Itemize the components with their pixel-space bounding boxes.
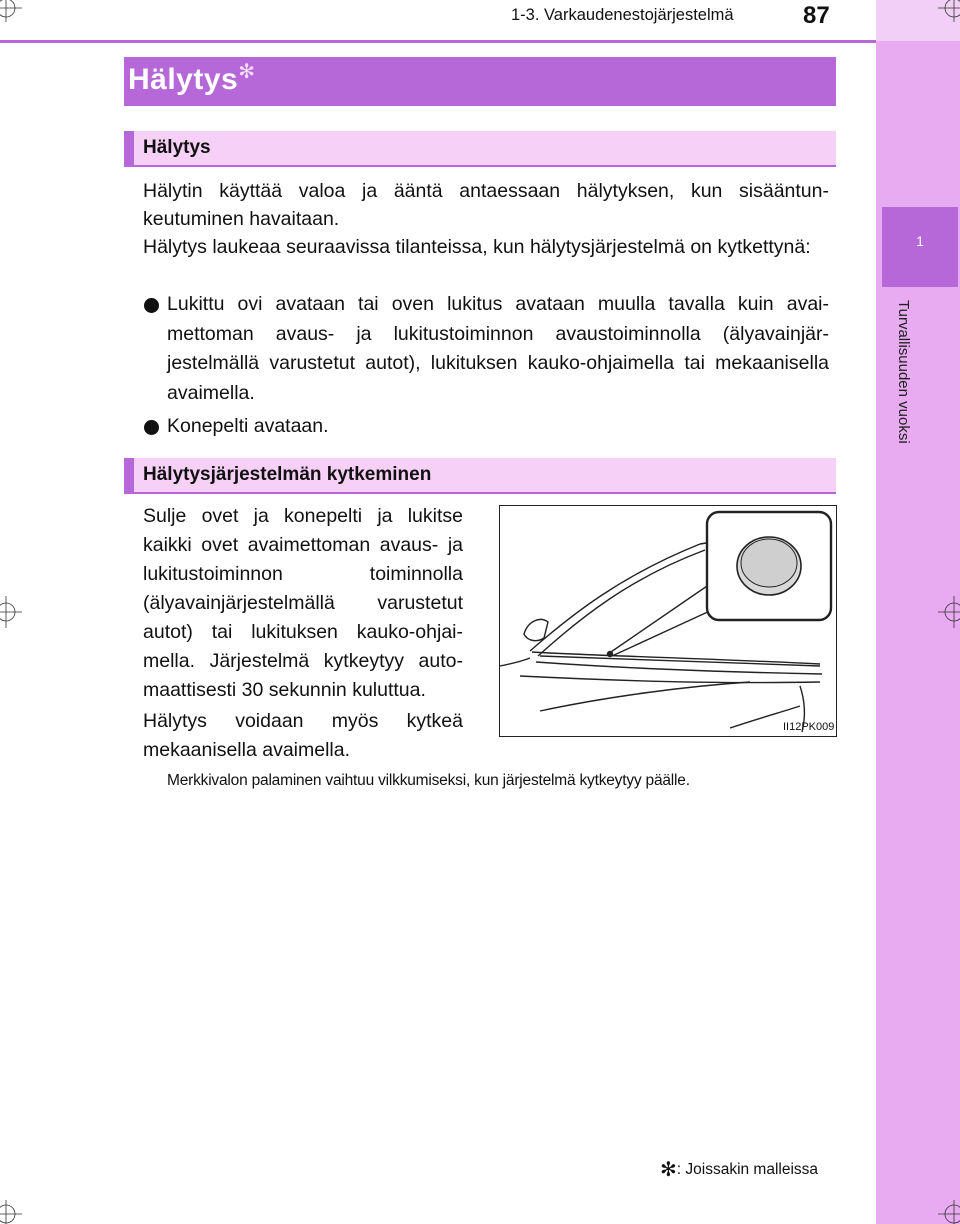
list-item: Konepelti avataan.	[167, 415, 329, 437]
footnote-text: : Joissakin malleissa	[676, 1161, 819, 1178]
section-heading-text: Hälytys	[143, 137, 211, 158]
chapter-label: Turvallisuuden vuoksi	[895, 300, 912, 444]
chapter-number: 1	[916, 233, 924, 249]
page-number: 87	[803, 2, 830, 29]
paragraph: Hälytys voidaan myös kytkeä mekaanisella avaimella.	[143, 710, 463, 761]
paragraph: Hälytys laukeaa seuraavissa tilanteissa, kun hälytysjärjestelmä on kytkettynä:	[143, 236, 811, 258]
section-heading-text: Hälytysjärjestelmän kytkeminen	[143, 464, 432, 485]
header-section-title: 1-3. Varkaudenestojärjestelmä	[511, 6, 734, 24]
figure-code: II12PK009	[783, 721, 835, 733]
asterisk-mark: ✻	[238, 61, 256, 83]
asterisk-mark: ✻	[660, 1159, 677, 1181]
note-text: Merkkivalon palaminen vaihtuu vilkkumiseksi, kun järjestelmä kytkeytyy päälle.	[167, 772, 690, 789]
page-title: Hälytys	[128, 63, 239, 96]
paragraph: Hälytin käyttää valoa ja ääntä antaessaan hälytyksen, kun sisääntun-keutuminen havaitaan.	[143, 180, 829, 230]
list-item: Lukittu ovi avataan tai oven lukitus avataan muulla tavalla kuin avai-mettoman avaus- ja lukitustoiminnon avaustoiminnolla (älyavainjär-jestelmällä varustetut autot), lukituksen kauko-ohjaimella tai mekaanisella avaimella.	[167, 293, 829, 404]
paragraph: Sulje ovet ja konepelti ja lukitse kaikki ovet avaimettoman avaus- ja lukitustoiminnon toiminnolla (älyavainjärjestelmällä varustetut autot) tai lukituksen kauko-ohjai-mella. Järjestelmä kytkeytyy auto-maattisesti 30 sekunnin kuluttua.	[143, 505, 463, 701]
